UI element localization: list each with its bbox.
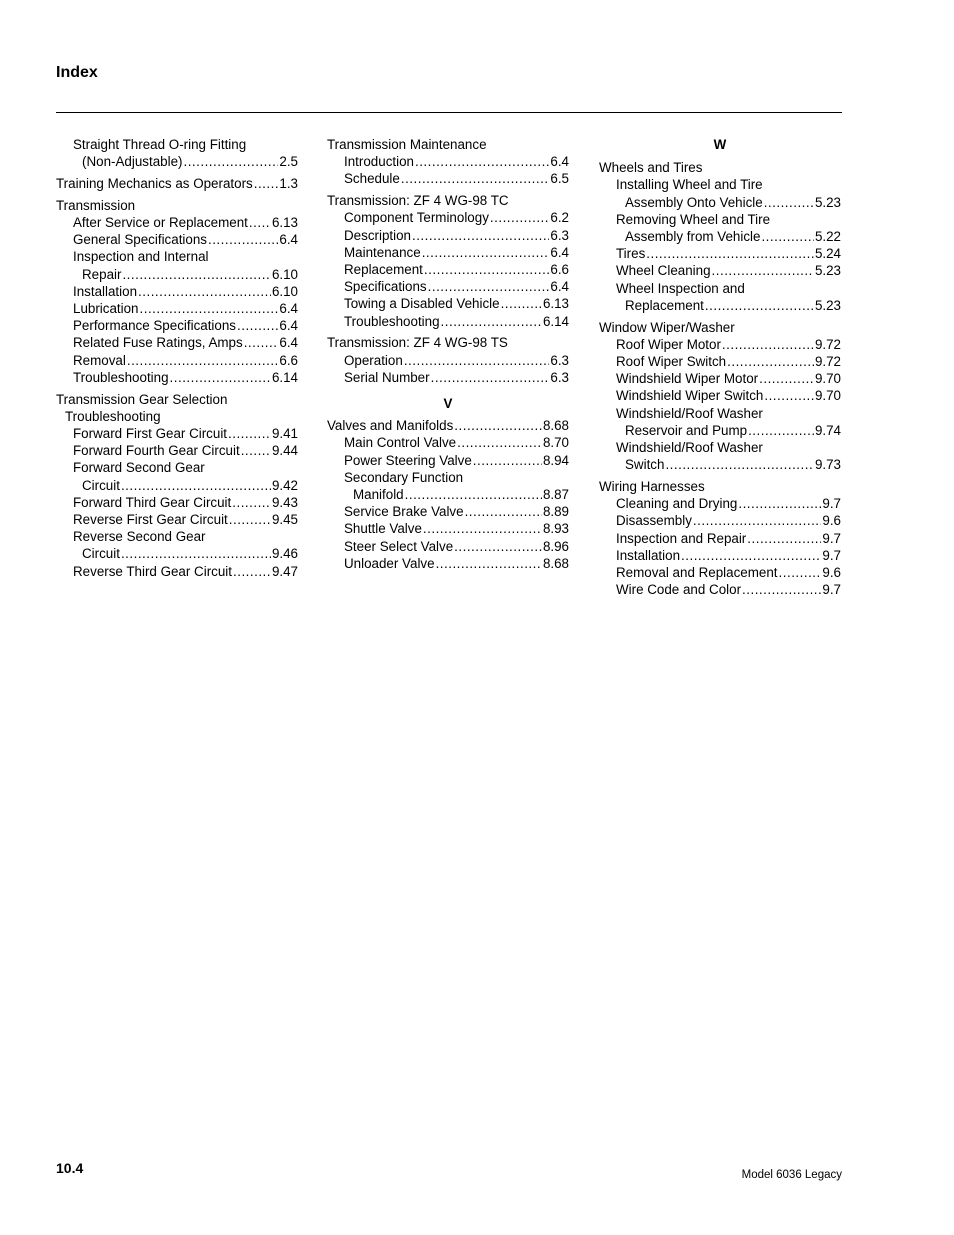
index-entry[interactable] [56,248,298,282]
entry-text: (Non-Adjustable) [82,154,183,170]
index-entry[interactable] [56,442,298,459]
index-entry[interactable] [56,528,298,562]
page-ref: 9.7 [822,582,841,598]
entry-text: Description [344,227,411,243]
index-entry[interactable] [56,563,298,580]
entry-text: Replacement [344,262,423,278]
page-ref: 6.10 [271,283,298,299]
entry-text: Main Control Valve [344,435,457,451]
page-ref: 6.13 [271,215,298,230]
page-ref: 9.7 [822,530,841,546]
index-entry[interactable] [599,495,841,512]
index-entry[interactable] [599,405,841,439]
entry-text: General Specifications [73,232,207,248]
entry-text: Repair [82,266,122,282]
entry-text: Forward Fourth Gear Circuit [73,443,240,459]
index-entry[interactable] [599,547,841,564]
index-entry[interactable] [56,494,298,511]
index-entry[interactable] [56,511,298,528]
entry-text: Service Brake Valve [344,504,464,520]
page-ref: 6.3 [550,227,569,243]
page-ref: 9.44 [271,443,298,459]
index-entry[interactable] [56,369,298,386]
entry-text: Secondary Function [344,469,464,485]
index-entry[interactable] [327,209,569,226]
entry-text: Component Terminology [344,210,489,226]
page-ref: 8.68 [542,555,569,571]
page-number: 10.4 [56,1160,84,1176]
entry-text: After Service or Replacement [73,215,248,230]
index-entry[interactable] [599,211,841,245]
page-ref: 8.96 [542,538,569,554]
page-ref: 5.23 [814,297,841,313]
index-entry[interactable] [599,512,841,529]
entry-text: Transmission Gear Selection [56,391,228,407]
page-ref: 9.74 [814,422,841,438]
index-heading: Wheels and Tires [599,160,703,176]
index-entry[interactable] [327,261,569,278]
page-ref: 6.14 [542,313,569,329]
index-column-3 [599,136,841,598]
header-divider [56,112,842,113]
index-entry[interactable] [599,530,841,547]
page-ref: 6.4 [550,154,569,170]
entry-text: Wheel Cleaning [616,263,711,279]
entry-text: Troubleshooting [73,369,169,385]
entry-text: Windshield Wiper Motor [616,371,759,387]
page-ref: 5.23 [814,194,841,210]
index-entry[interactable] [327,417,569,434]
page-ref: 8.70 [542,435,569,451]
index-entry[interactable] [599,245,841,262]
index-entry[interactable] [599,262,841,279]
entry-text: Steer Select Valve [344,538,454,554]
page-ref: 9.47 [271,563,298,579]
index-entry[interactable] [327,452,569,469]
entry-text: Reverse Second Gear [73,529,206,545]
page-ref: 6.4 [550,244,569,260]
page-ref: 8.94 [542,452,569,468]
index-entry[interactable] [56,352,298,369]
index-heading: Wiring Harnesses [599,479,705,495]
index-entry[interactable] [327,503,569,520]
index-entry[interactable] [327,434,569,451]
entry-text: Removing Wheel and Tire [616,211,771,227]
entry-text: Troubleshooting [344,313,440,329]
entry-text: Tires [616,246,646,262]
index-heading: Window Wiper/Washer [599,319,735,335]
entry-text: Windshield/Roof Washer [616,405,763,421]
entry-text: Reverse Third Gear Circuit [73,563,233,579]
entry-text: Manifold [353,487,404,503]
index-entry[interactable] [599,581,841,598]
page-ref: 9.72 [814,354,841,370]
page-ref: 9.42 [271,477,298,493]
index-entry[interactable] [327,520,569,537]
page-ref: 8.89 [542,504,569,520]
index-entry[interactable] [599,439,841,473]
entry-text: Assembly Onto Vehicle [625,194,763,210]
index-entry[interactable] [56,214,298,231]
index-entry[interactable] [327,244,569,261]
page-title: Index [56,64,98,81]
index-entry[interactable] [56,283,298,300]
page-ref: 9.73 [814,457,841,473]
index-heading: Transmission [56,197,136,213]
index-entry[interactable] [327,352,569,369]
index-entry[interactable] [327,555,569,572]
entry-text: Windshield/Roof Washer [616,440,763,456]
entry-text: Reverse First Gear Circuit [73,512,228,528]
page-ref: 9.6 [822,513,841,529]
entry-text: Troubleshooting [65,408,161,424]
entry-text: Inspection and Internal [73,249,209,265]
entry-text: Windshield Wiper Switch [616,388,764,404]
page-ref: 6.6 [550,262,569,278]
page-ref: 9.72 [814,336,841,352]
entry-text: Operation [344,352,403,368]
entry-text: Straight Thread O-ring Fitting [73,137,247,152]
page-ref: 5.23 [814,263,841,279]
entry-text: Schedule [344,171,400,187]
index-entry[interactable] [327,469,569,503]
index-entry[interactable] [327,153,569,170]
entry-text: Installation [73,283,138,299]
section-letter: W [713,137,727,152]
entry-text: Forward First Gear Circuit [73,426,228,442]
index-entry[interactable] [56,425,298,442]
page-ref: 5.22 [814,229,841,245]
index-entry[interactable] [56,334,298,351]
entry-text: Reservoir and Pump [625,422,748,438]
entry-text: Installation [616,547,681,563]
index-column-2 [327,136,569,572]
index-entry[interactable] [599,176,841,210]
entry-text: Wire Code and Color [616,582,742,598]
footer-model: Model 6036 Legacy [741,1169,842,1181]
page-ref: 6.4 [279,301,298,317]
entry-text: Shuttle Valve [344,521,422,537]
index-entry[interactable] [599,564,841,581]
index-entry[interactable] [327,295,569,312]
entry-text: Specifications [344,279,427,295]
page-ref: 6.3 [550,352,569,368]
entry-text: Forward Third Gear Circuit [73,494,232,510]
entry-text: Unloader Valve [344,555,435,571]
page-ref: 9.45 [271,512,298,528]
index-entry[interactable] [599,387,841,404]
entry-text: Removal and Replacement [616,565,778,581]
entry-text: Power Steering Valve [344,452,472,468]
page-ref: 6.5 [550,171,569,187]
entry-text: Roof Wiper Switch [616,354,727,370]
index-entry[interactable] [599,353,841,370]
page-ref: 6.4 [279,335,298,351]
page-ref: 1.3 [279,176,298,191]
entry-text: Disassembly [616,513,692,529]
page-ref: 6.14 [271,369,298,385]
entry-text: Assembly from Vehicle [625,229,761,245]
entry-text: Wheel Inspection and [616,280,745,296]
entry-text: Forward Second Gear [73,460,205,476]
index-heading [56,391,298,425]
index-entry[interactable] [327,538,569,555]
entry-text: Serial Number [344,369,430,385]
page-ref: 8.87 [542,487,569,503]
page-ref: 6.4 [279,318,298,334]
page-ref: 9.41 [271,426,298,442]
index-entry[interactable] [56,136,298,170]
entry-text: Cleaning and Drying [616,496,738,512]
entry-text: Maintenance [344,244,421,260]
page-ref: 5.24 [814,246,841,262]
entry-text: Inspection and Repair [616,530,747,546]
page-ref: 8.68 [542,418,569,434]
page-ref: 6.3 [550,369,569,385]
index-entry[interactable] [327,313,569,330]
entry-text: Installing Wheel and Tire [616,177,763,193]
index-heading: Transmission Maintenance [327,137,487,152]
entry-text: Training Mechanics as Operators [56,176,253,191]
page-ref: 8.93 [542,521,569,537]
index-column-1 [56,136,298,580]
entry-text: Roof Wiper Motor [616,336,721,352]
entry-text: Replacement [625,297,704,313]
entry-text: Towing a Disabled Vehicle [344,296,500,312]
entry-text: Valves and Manifolds [327,418,454,434]
page-ref: 9.43 [271,494,298,510]
entry-text: Circuit [82,546,120,562]
page-ref: 6.6 [279,352,298,368]
index-entry[interactable] [56,175,298,192]
entry-text: Related Fuse Ratings, Amps [73,335,243,351]
entry-text: Circuit [82,477,120,493]
page-ref: 9.46 [271,546,298,562]
index-entry[interactable] [327,170,569,187]
index-entry[interactable] [599,370,841,387]
section-letter: V [443,396,453,412]
index-entry[interactable] [56,317,298,334]
page-ref: 6.4 [279,232,298,248]
index-entry[interactable] [56,300,298,317]
page-ref: 9.6 [822,565,841,581]
page-ref: 6.4 [550,279,569,295]
entry-text: Introduction [344,154,414,170]
page-ref: 6.13 [542,296,569,312]
page-ref: 9.70 [814,388,841,404]
entry-text: Performance Specifications [73,318,236,334]
page-ref: 6.2 [550,210,569,226]
entry-text: Switch [625,457,665,473]
page-ref: 9.70 [814,371,841,387]
entry-text: Removal [73,352,126,368]
index-entry[interactable] [327,278,569,295]
index-entry[interactable] [56,231,298,248]
index-entry[interactable] [56,459,298,493]
entry-text: Lubrication [73,301,139,317]
page-ref: 6.10 [271,266,298,282]
page-ref: 2.5 [279,154,298,170]
page-ref: 9.7 [822,496,841,512]
index-entry[interactable] [599,336,841,353]
index-entry[interactable] [599,280,841,314]
index-heading: Transmission: ZF 4 WG-98 TS [327,335,508,351]
index-heading: Transmission: ZF 4 WG-98 TC [327,193,509,209]
index-entry[interactable] [327,369,569,386]
index-entry[interactable] [327,227,569,244]
page-ref: 9.7 [822,547,841,563]
